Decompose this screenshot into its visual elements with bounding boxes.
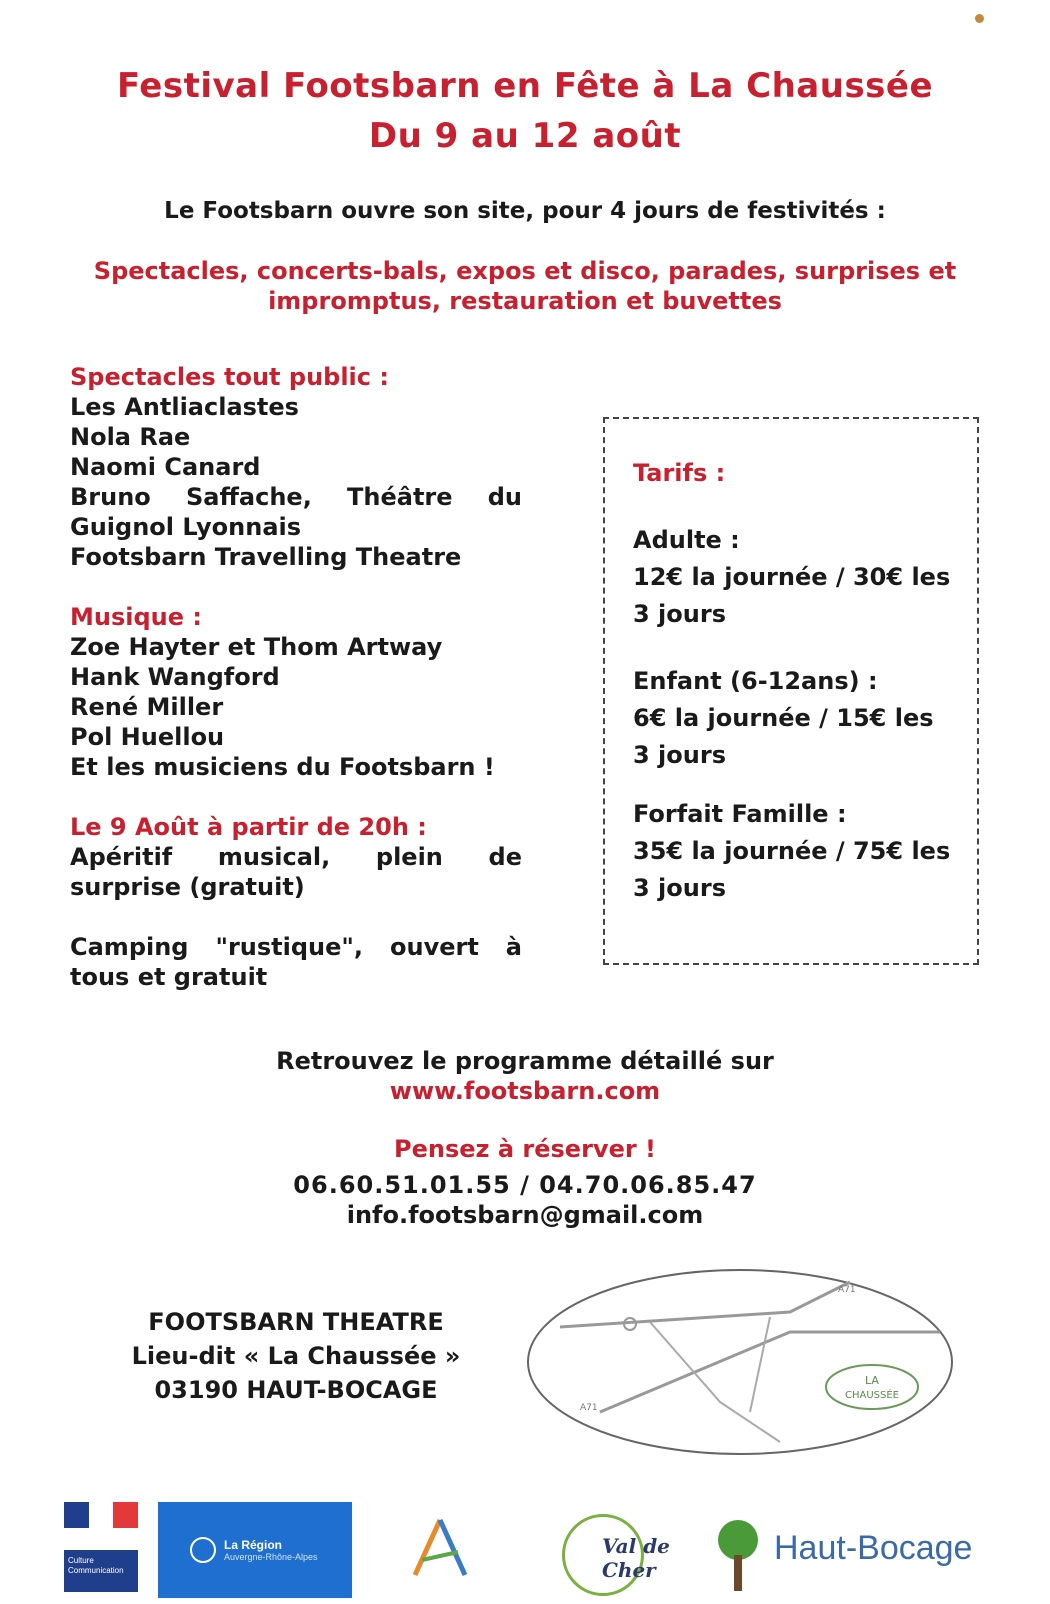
musique-item: Hank Wangford (70, 663, 280, 691)
musique-item: René Miller (70, 693, 224, 721)
address-block (120, 1305, 472, 1407)
val-de-cher-name: Val de Cher (602, 1534, 670, 1582)
tarifs-heading: Tarifs : (633, 459, 726, 487)
map-road-label: A71 (838, 1285, 856, 1295)
address-name: FOOTSBARN THEATRE (148, 1308, 444, 1336)
map-label: CHAUSSÉE (845, 1390, 899, 1401)
musique-heading: Musique : (70, 603, 202, 631)
tarif-adulte (633, 522, 951, 633)
tarif-famille-label: Forfait Famille : (633, 800, 847, 828)
soiree-section (70, 812, 522, 902)
map-road-label: A71 (580, 1403, 598, 1413)
address-place: Lieu-dit « La Chaussée » (131, 1342, 461, 1370)
spectacle-item: Nola Rae (70, 423, 191, 451)
intro-text: Le Footsbarn ouvre son site, pour 4 jours de festivités : (164, 198, 886, 224)
map-outline (528, 1270, 952, 1454)
tarif-enfant-label: Enfant (6-12ans) : (633, 667, 878, 695)
reservation-info (0, 1134, 1050, 1230)
address-city: 03190 HAUT-BOCAGE (154, 1376, 438, 1404)
val-de-cher-logo (562, 1510, 672, 1600)
soiree-heading: Le 9 Août à partir de 20h : (70, 813, 427, 841)
reservation-heading: Pensez à réserver ! (394, 1135, 656, 1163)
tarif-famille (633, 796, 951, 907)
access-map (520, 1262, 960, 1462)
spectacle-item: Naomi Canard (70, 453, 261, 481)
programme-url-link[interactable]: www.footsbarn.com (389, 1077, 661, 1105)
region-icon (190, 1537, 216, 1563)
map-road (750, 1317, 770, 1412)
corner-dot (975, 14, 984, 23)
culture-label: Culture Communication (64, 1550, 138, 1592)
soiree-text: Apéritif musical, plein de surprise (gratuit) (70, 843, 522, 901)
musique-item: Et les musiciens du Footsbarn ! (70, 753, 495, 781)
tarifs-box (603, 417, 979, 965)
map-label: LA (865, 1374, 879, 1387)
camping-section (70, 932, 522, 992)
map-road (560, 1282, 850, 1327)
reservation-phones: 06.60.51.01.55 / 04.70.06.85.47 (293, 1171, 757, 1199)
republique-francaise-logo (64, 1502, 138, 1592)
haut-bocage-logo (708, 1515, 978, 1595)
map-destination-marker (826, 1365, 918, 1409)
camping-text: Camping "rustique", ouvert à tous et gratuit (70, 933, 522, 991)
tarif-famille-price: 35€ la journée / 75€ les 3 jours (633, 837, 951, 902)
musique-section (70, 602, 522, 782)
region-logo (158, 1502, 352, 1598)
tarif-enfant-price: 6€ la journée / 15€ les 3 jours (633, 704, 934, 769)
programme-text: Retrouvez le programme détaillé sur (276, 1047, 774, 1075)
programme-info (0, 1046, 1050, 1106)
tree-icon (708, 1515, 768, 1595)
spectacle-item: Footsbarn Travelling Theatre (70, 543, 462, 571)
musique-item: Zoe Hayter et Thom Artway (70, 633, 443, 661)
reservation-email-link[interactable]: info.footsbarn@gmail.com (346, 1201, 704, 1229)
region-name: La Région (224, 1538, 283, 1552)
spectacles-section (70, 362, 522, 572)
program-column (70, 362, 522, 1022)
allier-department-logo (400, 1510, 480, 1590)
haut-bocage-name: Haut-Bocage (774, 1529, 973, 1567)
activities-line-2: impromptus, restauration et buvettes (268, 287, 782, 315)
region-sub: Auvergne-Rhône-Alpes (224, 1552, 318, 1562)
activities-line-1: Spectacles, concerts-bals, expos et disco, parades, surprises et (93, 257, 957, 285)
tarif-adulte-price: 12€ la journée / 30€ les 3 jours (633, 563, 951, 628)
page-title: Festival Footsbarn en Fête à La Chaussée (116, 66, 934, 106)
musique-item: Pol Huellou (70, 723, 225, 751)
spectacle-item: Bruno Saffache, Théâtre du Guignol Lyonnais (70, 483, 522, 541)
tarif-adulte-label: Adulte : (633, 526, 740, 554)
activities-list (0, 256, 1050, 316)
spectacle-item: Les Antliaclastes (70, 393, 299, 421)
tarif-enfant (633, 663, 951, 774)
page-subtitle-dates: Du 9 au 12 août (368, 116, 682, 156)
spectacles-heading: Spectacles tout public : (70, 363, 389, 391)
